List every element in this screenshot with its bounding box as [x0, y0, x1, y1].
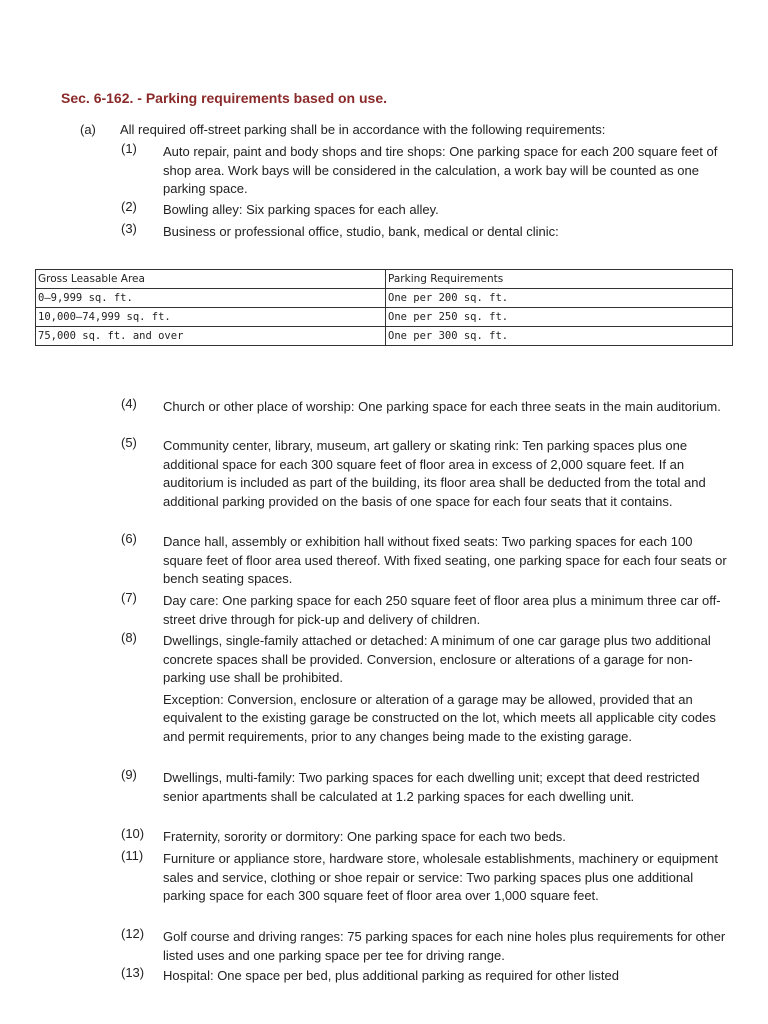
table-header-cell: Gross Leasable Area [36, 270, 386, 289]
item-text: Fraternity, sorority or dormitory: One parking space for each two beds. [163, 829, 566, 844]
item-exception-text: Exception: Conversion, enclosure or alteration of a garage may be allowed, provided that an equivalent to the existing garage be constructed on the lot, which meets all applicable city codes and permit requirements, prior to any changes being made to the existing garage. [163, 691, 716, 744]
list-item-3 [121, 223, 731, 242]
table-row [36, 289, 733, 308]
table-header-cell: Parking Requirements [386, 270, 733, 289]
item-number: (5) [121, 435, 137, 450]
section-title: Sec. 6-162. - Parking requirements based on use. [61, 90, 388, 106]
item-number: (8) [121, 630, 137, 645]
item-number: (4) [121, 396, 137, 411]
list-item-10 [121, 828, 731, 847]
item-number: (3) [121, 221, 137, 236]
list-item-7 [121, 592, 731, 629]
table-cell: One per 200 sq. ft. [386, 289, 733, 308]
table-cell: 75,000 sq. ft. and over [36, 327, 386, 346]
item-text: Furniture or appliance store, hardware store, wholesale establishments, machinery or equipment sales and service, clothing or shoe repair or service: Two parking spaces plus one additional parking space for each 300 square feet of floor area over 1,000 square feet. [163, 851, 718, 903]
item-text: Golf course and driving ranges: 75 parking spaces for each nine holes plus requirements for other listed uses and one parking space per tee for driving range. [163, 929, 726, 963]
item-number: (10) [121, 826, 145, 841]
list-item-6 [121, 533, 731, 589]
table-row [36, 308, 733, 327]
item-text: Dwellings, single-family attached or detached: A minimum of one car garage plus two additional concrete spaces shall be provided. Conversion, enclosure or alterations of a garage for non-parking use shall be prohibited. [163, 633, 711, 685]
item-number: (13) [121, 965, 145, 980]
list-item-11 [121, 850, 731, 906]
list-item-2 [121, 201, 731, 220]
item-text: Dance hall, assembly or exhibition hall without fixed seats: Two parking spaces for each 100 square feet of floor area used thereof. With fixed seating, one parking space for each four seats or bench seating spaces. [163, 534, 727, 586]
item-number: (2) [121, 199, 137, 214]
item-number: (9) [121, 767, 137, 782]
paragraph-a-label: (a) [80, 122, 96, 137]
item-text: Community center, library, museum, art gallery or skating rink: Ten parking spaces plus one additional space for each 300 square feet of floor area in excess of 2,000 square feet. If an auditorium is included as part of the building, its floor area shall be deducted from the total and additional parking provided on the basis of one space for each four seats that it contains. [163, 438, 706, 509]
item-text: Auto repair, paint and body shops and tire shops: One parking space for each 200 square feet of shop area. Work bays will be considered in the calculation, a work bay will be counted as one parking space. [163, 144, 718, 196]
item-text: Business or professional office, studio, bank, medical or dental clinic: [163, 224, 559, 239]
item-text: Dwellings, multi-family: Two parking spaces for each dwelling unit; except that deed restricted senior apartments shall be calculated at 1.2 parking spaces for each dwelling unit. [163, 770, 700, 804]
item-number: (6) [121, 531, 137, 546]
item-number: (12) [121, 926, 145, 941]
item-text: Hospital: One space per bed, plus additional parking as required for other listed [163, 968, 619, 983]
list-item-5 [121, 437, 731, 511]
table-row [36, 327, 733, 346]
table-cell: 0–9,999 sq. ft. [36, 289, 386, 308]
table-header-row [36, 270, 733, 289]
item-text: Day care: One parking space for each 250 square feet of floor area plus a minimum three car off-street drive through for pick-up and delivery of children. [163, 593, 721, 627]
table-cell: One per 300 sq. ft. [386, 327, 733, 346]
item-number: (1) [121, 141, 137, 156]
item-number: (7) [121, 590, 137, 605]
list-item-1 [121, 143, 731, 199]
table-cell: One per 250 sq. ft. [386, 308, 733, 327]
list-item-9 [121, 769, 731, 806]
list-item-13 [121, 967, 731, 986]
table-cell: 10,000–74,999 sq. ft. [36, 308, 386, 327]
parking-requirements-table [35, 269, 733, 346]
list-item-8 [121, 632, 731, 746]
item-number: (11) [121, 848, 144, 863]
item-text: Church or other place of worship: One parking space for each three seats in the main auditorium. [163, 399, 721, 414]
list-item-4 [121, 398, 731, 417]
list-item-12 [121, 928, 731, 965]
item-text: Bowling alley: Six parking spaces for each alley. [163, 202, 439, 217]
paragraph-a-text: All required off-street parking shall be in accordance with the following requirements: [120, 122, 606, 137]
